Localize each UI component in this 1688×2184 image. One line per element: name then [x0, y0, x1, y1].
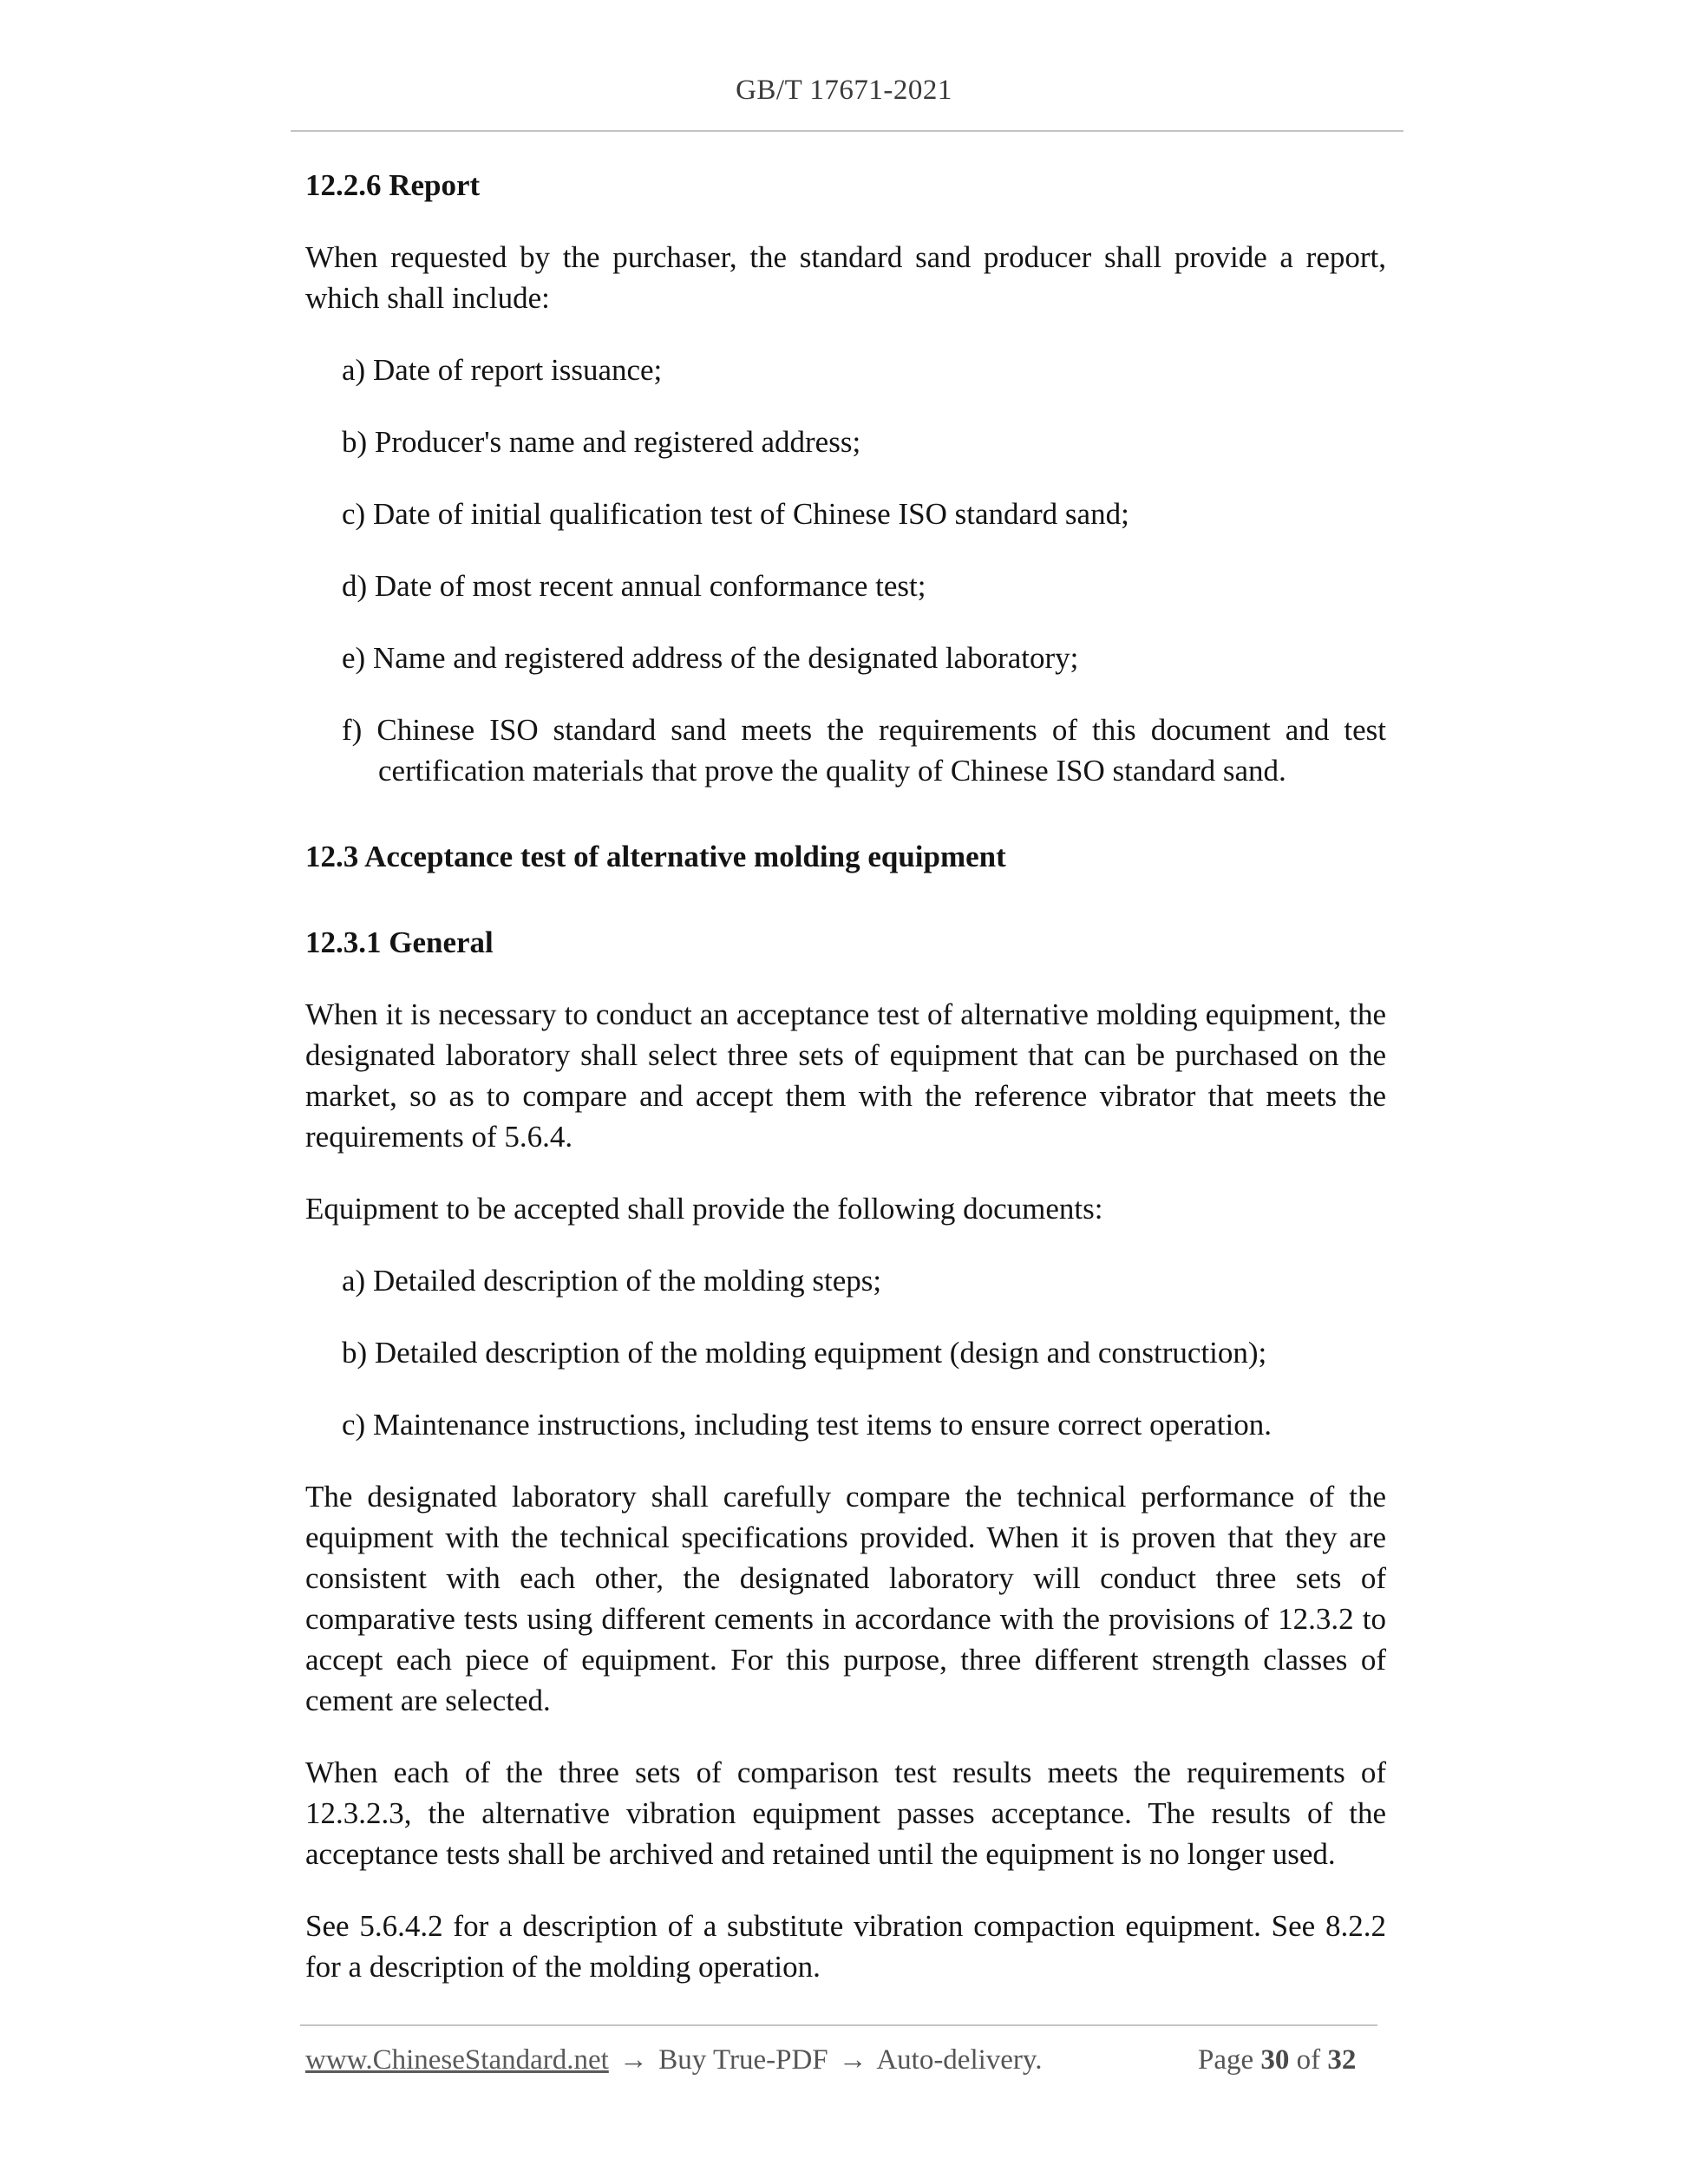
documents-list-item: b) Detailed description of the molding equipment (design and construction); [342, 1336, 1267, 1370]
footer-divider [300, 2024, 1377, 2026]
comparison-paragraph: The designated laboratory shall carefully compare the technical performance of the equipment with the technical specifications provided. When it is proven that they are consistent with each other, the designated laboratory will conduct three sets of comparative tests using different cements in accordance with the provisions of 12.3.2 to accept each piece of equipment. For this purpose, three different strength classes of cement are selected. [305, 1480, 1386, 1717]
footer-links [305, 2044, 1043, 2076]
section-heading-12-3: 12.3 Acceptance test of alternative molding equipment [305, 840, 1006, 873]
documents-intro-paragraph: Equipment to be accepted shall provide the following documents: [305, 1192, 1103, 1226]
page-current: 30 [1260, 2044, 1290, 2076]
buy-pdf-text: Buy True-PDF [658, 2044, 828, 2076]
report-intro-paragraph: When requested by the purchaser, the standard sand producer shall provide a report, which shall include: [305, 240, 1386, 315]
section-heading-12-2-6: 12.2.6 Report [305, 168, 481, 202]
arrow-right-icon: → [838, 2044, 867, 2076]
document-code-header: GB/T 17671-2021 [736, 75, 952, 106]
report-list-item: d) Date of most recent annual conformance test; [342, 569, 926, 603]
page-of-label: of [1296, 2044, 1321, 2076]
documents-list-item: c) Maintenance instructions, including test items to ensure correct operation. [342, 1408, 1273, 1442]
report-list-item: a) Date of report issuance; [342, 353, 663, 387]
acceptance-paragraph: When each of the three sets of comparison test results meets the requirements of 12.3.2.3, the alternative vibration equipment passes acceptance. The results of the acceptance tests shall be archived and retained until the equipment is no longer used. [305, 1756, 1386, 1871]
page-label: Page [1198, 2044, 1254, 2076]
website-link[interactable]: www.ChineseStandard.net [305, 2044, 609, 2076]
auto-delivery-text: Auto-delivery. [876, 2044, 1043, 2076]
page-content [305, 165, 1386, 1987]
reference-paragraph: See 5.6.4.2 for a description of a substitute vibration compaction equipment. See 8.2.2 for a description of the molding operation. [305, 1909, 1386, 1984]
arrow-right-icon: → [619, 2044, 649, 2076]
header-divider [291, 130, 1403, 132]
page-indicator [1198, 2044, 1356, 2076]
report-list-item: e) Name and registered address of the designated laboratory; [342, 641, 1079, 675]
page-total: 32 [1327, 2044, 1357, 2076]
report-list-item: f) Chinese ISO standard sand meets the requirements of this document and test certification materials that prove the quality of Chinese ISO standard sand. [342, 713, 1386, 788]
documents-list-item: a) Detailed description of the molding steps; [342, 1264, 882, 1298]
section-heading-12-3-1: 12.3.1 General [305, 925, 494, 959]
report-list-item: b) Producer's name and registered address; [342, 425, 861, 459]
general-paragraph: When it is necessary to conduct an acceptance test of alternative molding equipment, the designated laboratory shall select three sets of equipment that can be purchased on the market, so as to compare and accept them with the reference vibrator that meets the requirements of 5.6.4. [305, 997, 1386, 1154]
report-list-item: c) Date of initial qualification test of Chinese ISO standard sand; [342, 497, 1129, 531]
